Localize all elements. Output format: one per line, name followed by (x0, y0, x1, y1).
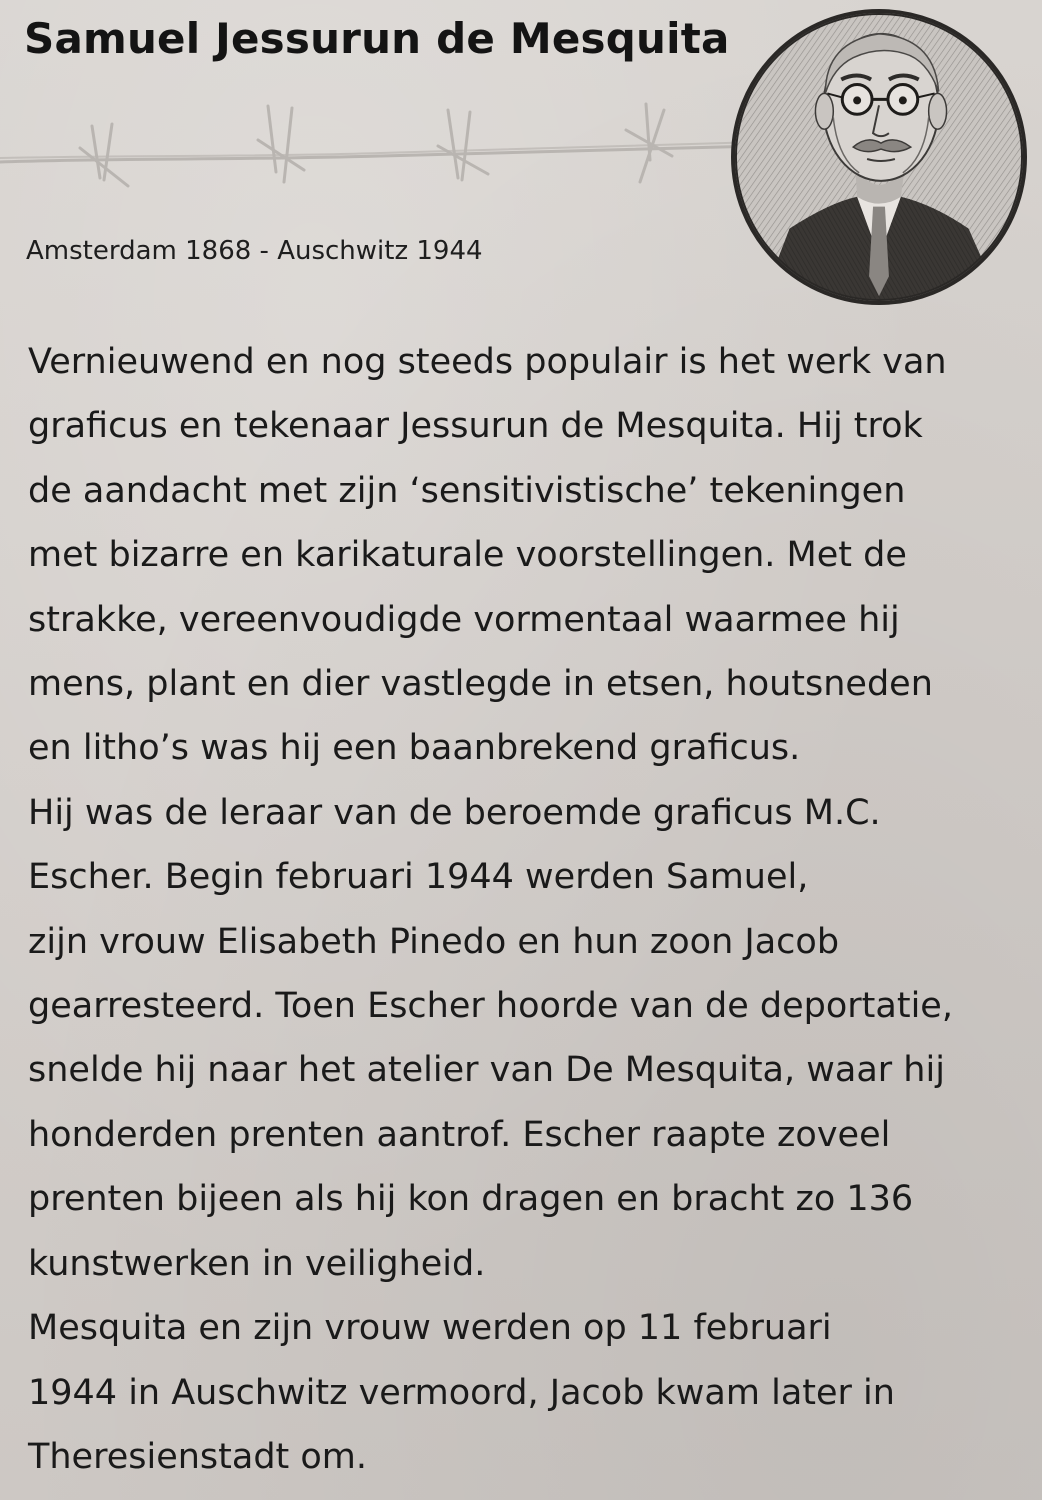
biography-line: gearresteerd. Toen Escher hoorde van de deportatie, (28, 986, 953, 1027)
biography-line: zijn vrouw Elisabeth Pinedo en hun zoon Jacob (28, 921, 840, 962)
biography-line: Escher. Begin februari 1944 werden Samuel, (28, 857, 809, 898)
portrait-roundel-icon (730, 8, 1028, 306)
biography-line: snelde hij naar het atelier van De Mesquita, waar hij (28, 1050, 945, 1091)
biography-line: strakke, vereenvoudigde vormentaal waarmee hij (28, 599, 900, 640)
biography-line: honderden prenten aantrof. Escher raapte zoveel (28, 1114, 891, 1155)
life-dates: Amsterdam 1868 - Auschwitz 1944 (26, 236, 483, 266)
biography-line: de aandacht met zijn ‘sensitivistische’ tekeningen (28, 470, 906, 511)
biography-line: Vernieuwend en nog steeds populair is het werk van (28, 342, 947, 382)
biography-line: Hij was de leraar van de beroemde graficus M.C. (28, 792, 881, 833)
biography-line: 1944 in Auschwitz vermoord, Jacob kwam later in (28, 1372, 895, 1413)
biography-line: graficus en tekenaar Jessurun de Mesquita. Hij trok (28, 406, 923, 447)
biography-line: Theresienstadt om. (28, 1436, 368, 1477)
biography-line: prenten bijeen als hij kon dragen en bracht zo 136 (28, 1179, 914, 1220)
biography-line: kunstwerken in veiligheid. (28, 1243, 486, 1284)
biography-line: met bizarre en karikaturale voorstellingen. Met de (28, 535, 907, 576)
biography-line: Mesquita en zijn vrouw werden op 11 februari (28, 1308, 832, 1349)
biography-line: mens, plant en dier vastlegde in etsen, houtsneden (28, 664, 933, 705)
biography-text (28, 330, 1018, 1489)
biography-line: en litho’s was hij een baanbrekend graficus. (28, 728, 801, 769)
page-title: Samuel Jessurun de Mesquita (24, 14, 730, 63)
barbed-wire-icon (0, 100, 760, 210)
